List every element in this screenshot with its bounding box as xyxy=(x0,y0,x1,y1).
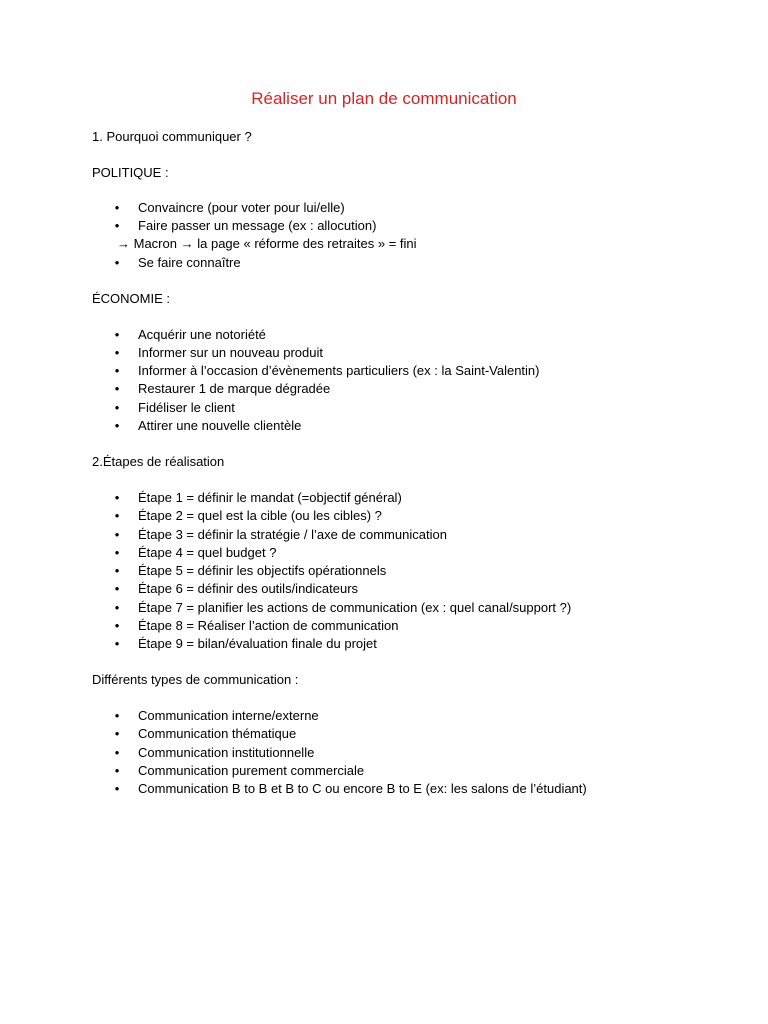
economie-label: ÉCONOMIE : xyxy=(92,291,171,306)
list-item-text: Étape 9 = bilan/évaluation finale du projet xyxy=(138,636,377,651)
bullet-icon: • xyxy=(114,726,120,741)
list-item-text: Fidéliser le client xyxy=(138,400,235,415)
bullet-icon: • xyxy=(114,763,120,778)
bullet-icon: • xyxy=(114,255,120,270)
list-item-text: Convaincre (pour voter pour lui/elle) xyxy=(138,200,345,215)
bullet-icon: • xyxy=(114,327,120,342)
arrow-right-icon: → xyxy=(117,236,130,251)
list-item-text: Étape 6 = définir des outils/indicateurs xyxy=(138,581,359,596)
politique-label: POLITIQUE : xyxy=(92,165,169,180)
bullet-icon: • xyxy=(114,490,120,505)
bullet-icon: • xyxy=(114,636,120,651)
arrow-line-part2: la page « réforme des retraites » = fini xyxy=(197,236,417,251)
list-item-text: Acquérir une notoriété xyxy=(138,327,266,342)
list-item-text: Étape 2 = quel est la cible (ou les cibles) ? xyxy=(138,508,382,523)
bullet-icon: • xyxy=(114,218,120,233)
bullet-icon: • xyxy=(114,708,120,723)
bullet-icon: • xyxy=(114,618,120,633)
list-item-text: Étape 3 = définir la stratégie / l’axe de communication xyxy=(138,527,447,542)
bullet-icon: • xyxy=(114,600,120,615)
list-item-text: Informer à l’occasion d’évènements particuliers (ex : la Saint-Valentin) xyxy=(138,363,540,378)
bullet-icon: • xyxy=(114,200,120,215)
list-item-text: Restaurer 1 de marque dégradée xyxy=(138,381,331,396)
list-item-text: Communication B to B et B to C ou encore B to E (ex: les salons de l’étudiant) xyxy=(138,781,587,796)
list-item-text: Étape 5 = définir les objectifs opérationnels xyxy=(138,563,387,578)
list-item-text: Étape 4 = quel budget ? xyxy=(138,545,277,560)
arrow-line xyxy=(117,235,417,253)
list-item-text: Communication institutionnelle xyxy=(138,745,315,760)
bullet-icon: • xyxy=(114,563,120,578)
bullet-icon: • xyxy=(114,781,120,796)
list-item-text: Étape 8 = Réaliser l’action de communication xyxy=(138,618,399,633)
bullet-icon: • xyxy=(114,363,120,378)
list-item-text: Communication interne/externe xyxy=(138,708,319,723)
bullet-icon: • xyxy=(114,418,120,433)
section3-heading: Différents types de communication : xyxy=(92,672,299,687)
list-item-text: Se faire connaître xyxy=(138,255,241,270)
section2-heading: 2.Étapes de réalisation xyxy=(92,454,225,469)
bullet-icon: • xyxy=(114,400,120,415)
bullet-icon: • xyxy=(114,581,120,596)
bullet-icon: • xyxy=(114,508,120,523)
list-item-text: Étape 7 = planifier les actions de communication (ex : quel canal/support ?) xyxy=(138,600,572,615)
bullet-icon: • xyxy=(114,345,120,360)
bullet-icon: • xyxy=(114,545,120,560)
arrow-line-part1: Macron xyxy=(133,236,177,251)
list-item-text: Étape 1 = définir le mandat (=objectif général) xyxy=(138,490,402,505)
bullet-icon: • xyxy=(114,381,120,396)
arrow-right-icon: → xyxy=(180,236,194,251)
list-item-text: Faire passer un message (ex : allocution) xyxy=(138,218,377,233)
section1-heading: 1. Pourquoi communiquer ? xyxy=(92,129,252,144)
list-item-text: Attirer une nouvelle clientèle xyxy=(138,418,302,433)
bullet-icon: • xyxy=(114,745,120,760)
list-item-text: Communication thématique xyxy=(138,726,297,741)
list-item-text: Communication purement commerciale xyxy=(138,763,365,778)
document-title: Réaliser un plan de communication xyxy=(251,89,517,108)
list-item-text: Informer sur un nouveau produit xyxy=(138,345,323,360)
bullet-icon: • xyxy=(114,527,120,542)
